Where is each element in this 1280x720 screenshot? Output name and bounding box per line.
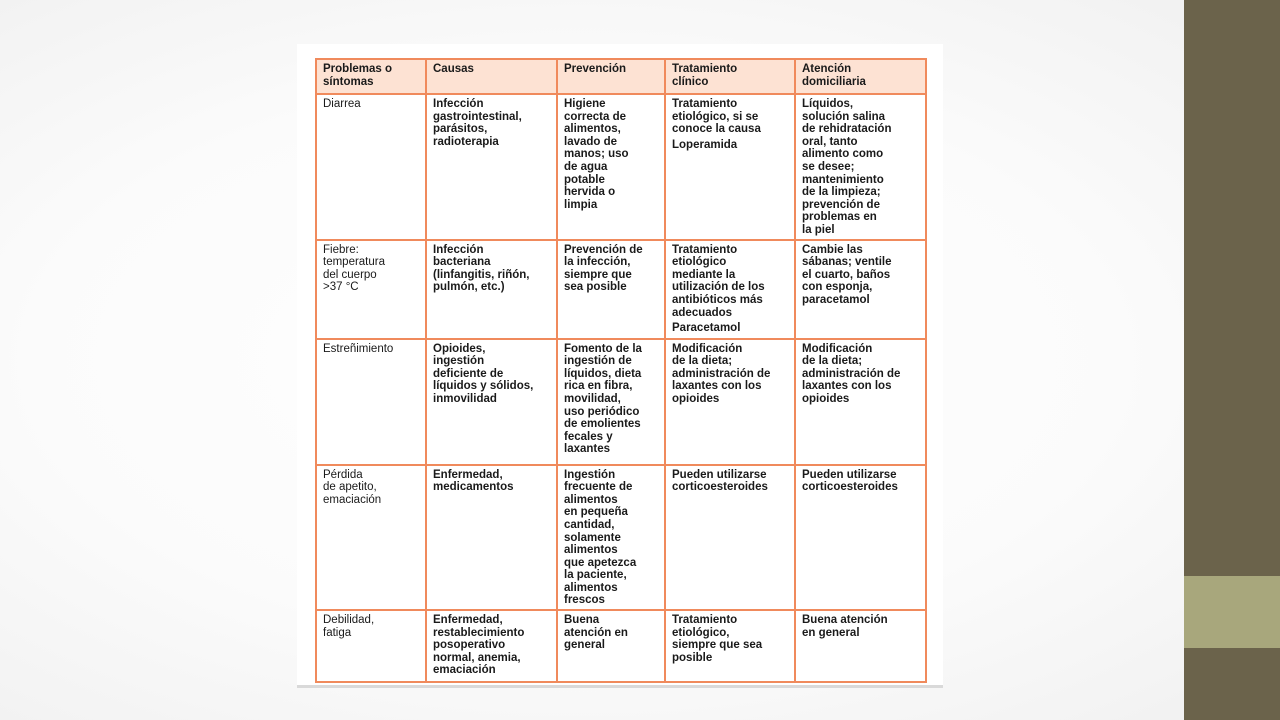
header-tratamiento: Tratamiento clínico: [665, 59, 795, 94]
cell-causas: Enfermedad, restablecimiento posoperativo normal, anemia, emaciación: [426, 610, 557, 682]
header-atencion: Atención domiciliaria: [795, 59, 926, 94]
cell-prevencion: Prevención de la infección, siempre que sea posible: [557, 240, 665, 339]
slide-side-accent: [1184, 576, 1280, 648]
cell-causas: Enfermedad, medicamentos: [426, 465, 557, 611]
cell-tratamiento-extra: Loperamida: [672, 138, 738, 151]
cell-atencion: Modificación de la dieta; administración de laxantes con los opioides: [795, 339, 926, 465]
table-row: [316, 339, 926, 465]
cell-causas: Infección gastrointestinal, parásitos, radioterapia: [426, 94, 557, 240]
cell-tratamiento-text: Tratamiento etiológico, si se conoce la causa: [672, 98, 761, 136]
cell-prevencion: Higiene correcta de alimentos, lavado de manos; uso de agua potable hervida o limpia: [557, 94, 665, 240]
cell-problema: Pérdida de apetito, emaciación: [316, 465, 426, 611]
header-causas: Causas: [426, 59, 557, 94]
header-prevencion: Prevención: [557, 59, 665, 94]
cell-atencion: Líquidos, solución salina de rehidratación oral, tanto alimento como se desee; mantenimiento de la limpieza; prevención de problemas en la piel: [795, 94, 926, 240]
cell-tratamiento: Tratamiento etiológico, siempre que sea posible: [665, 610, 795, 682]
cell-tratamiento: Modificación de la dieta; administración de laxantes con los opioides: [665, 339, 795, 465]
cell-atencion: Cambie las sábanas; ventile el cuarto, baños con esponja, paracetamol: [795, 240, 926, 339]
cell-prevencion: Ingestión frecuente de alimentos en pequeña cantidad, solamente alimentos que apetezca la paciente, alimentos frescos: [557, 465, 665, 611]
table-row: [316, 465, 926, 611]
cell-causas: Infección bacteriana (linfangitis, riñón, pulmón, etc.): [426, 240, 557, 339]
table-header-row: [316, 59, 926, 94]
image-bottom-rule: [297, 685, 943, 688]
cell-atencion: Pueden utilizarse corticoesteroides: [795, 465, 926, 611]
cell-problema: Estreñimiento: [316, 339, 426, 465]
table-image: [297, 44, 943, 688]
cell-problema: Diarrea: [316, 94, 426, 240]
cell-causas: Opioides, ingestión deficiente de líquidos y sólidos, inmovilidad: [426, 339, 557, 465]
symptoms-table: [315, 58, 927, 683]
cell-tratamiento: Pueden utilizarse corticoesteroides: [665, 465, 795, 611]
cell-tratamiento-text: Tratamiento etiológico mediante la utilización de los antibióticos más adecuados: [672, 243, 765, 319]
cell-tratamiento: [665, 94, 795, 240]
table-row: [316, 94, 926, 240]
cell-problema: Fiebre: temperatura del cuerpo >37 °C: [316, 240, 426, 339]
cell-prevencion: Fomento de la ingestión de líquidos, dieta rica en fibra, movilidad, uso periódico de emolientes fecales y laxantes: [557, 339, 665, 465]
cell-tratamiento-extra: Paracetamol: [672, 322, 741, 335]
cell-tratamiento: [665, 240, 795, 339]
cell-problema: Debilidad, fatiga: [316, 610, 426, 682]
table-row: [316, 240, 926, 339]
cell-prevencion: Buena atención en general: [557, 610, 665, 682]
table-row: [316, 610, 926, 682]
header-problemas: Problemas o síntomas: [316, 59, 426, 94]
cell-atencion: Buena atención en general: [795, 610, 926, 682]
